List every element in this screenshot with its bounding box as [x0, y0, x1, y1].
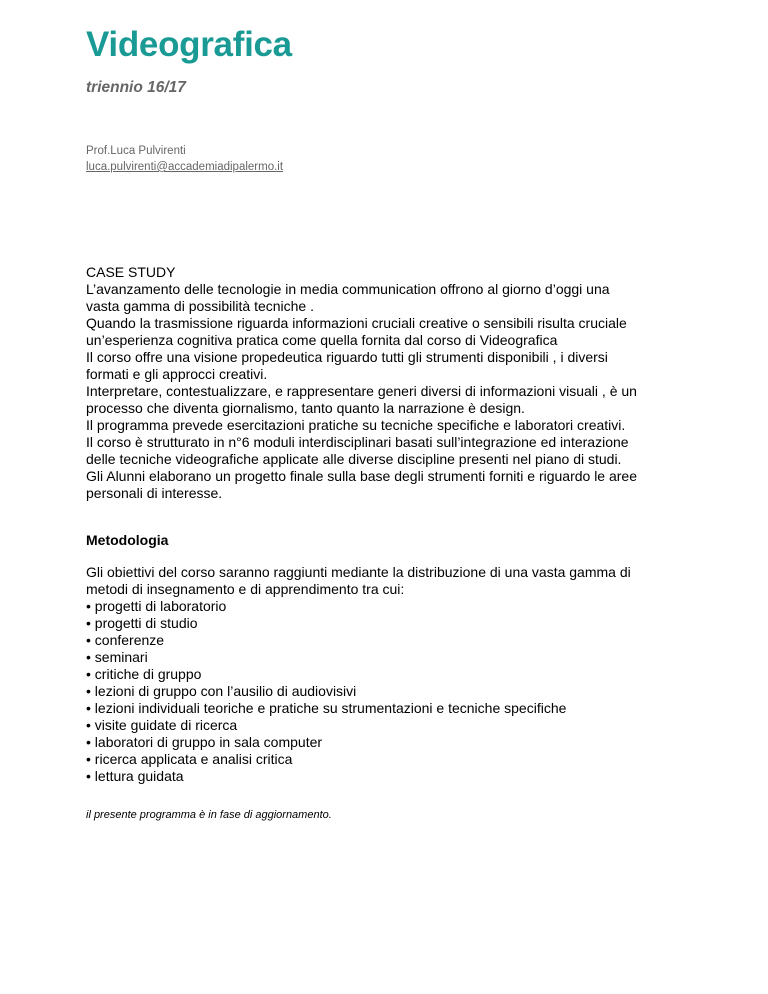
case-study-line: L’avanzamento delle tecnologie in media communication offrono al giorno d’oggi una: [86, 281, 610, 297]
case-study-section: [86, 264, 726, 502]
document-title: Videografica: [86, 25, 292, 64]
methodology-list-item: • lezioni individuali teoriche e pratiche su strumentazioni e tecniche specifiche: [86, 700, 726, 717]
update-note: il presente programma è in fase di aggiornamento.: [86, 809, 332, 821]
case-study-line: Gli Alunni elaborano un progetto finale sulla base degli strumenti forniti e riguardo le aree: [86, 468, 638, 484]
methodology-list-item: • visite guidate di ricerca: [86, 717, 726, 734]
case-study-line: Interpretare, contestualizzare, e rappresentare generi diversi di informazioni visuali , è un: [86, 383, 637, 399]
methodology-list-item: • ricerca applicata e analisi critica: [86, 751, 726, 768]
methodology-list-item: • critiche di gruppo: [86, 666, 726, 683]
case-study-line: delle tecniche videografiche applicate alle diverse discipline presenti nel piano di studi.: [86, 451, 622, 467]
author-block: [86, 143, 283, 175]
case-study-line: Il corso è strutturato in n°6 moduli interdisciplinari basati sull’integrazione ed interazione: [86, 434, 629, 450]
case-study-line: Il programma prevede esercitazioni pratiche su tecniche specifiche e laboratori creativi.: [86, 417, 626, 433]
case-study-line: Il corso offre una visione propedeutica riguardo tutti gli strumenti disponibili , i diversi: [86, 349, 608, 365]
methodology-list-item: • conferenze: [86, 632, 726, 649]
case-study-heading: CASE STUDY: [86, 264, 176, 280]
methodology-list-item: • progetti di laboratorio: [86, 598, 726, 615]
methodology-list-item: • progetti di studio: [86, 615, 726, 632]
methodology-list-item: • seminari: [86, 649, 726, 666]
methodology-intro-line: metodi di insegnamento e di apprendimento tra cui:: [86, 581, 405, 597]
case-study-line: processo che diventa giornalismo, tanto quanto la narrazione è design.: [86, 400, 525, 416]
case-study-line: un’esperienza cognitiva pratica come quella fornita dal corso di Videografica: [86, 332, 558, 348]
author-email-link[interactable]: luca.pulvirenti@accademiadipalermo.it: [86, 161, 284, 173]
methodology-list-item: • lezioni di gruppo con l’ausilio di audiovisivi: [86, 683, 726, 700]
case-study-line: vasta gamma di possibilità tecniche .: [86, 298, 314, 314]
case-study-line: personali di interesse.: [86, 485, 223, 501]
methodology-list: [86, 598, 726, 785]
methodology-list-item: • lettura guidata: [86, 768, 726, 785]
author-name: Prof.Luca Pulvirenti: [86, 145, 186, 157]
methodology-heading: Metodologia: [86, 532, 169, 548]
case-study-line: Quando la trasmissione riguarda informazioni cruciali creative o sensibili risulta cruciale: [86, 315, 627, 331]
methodology-intro-line: Gli obiettivi del corso saranno raggiunti mediante la distribuzione di una vasta gamma di: [86, 564, 631, 580]
methodology-section: [86, 564, 726, 785]
methodology-list-item: • laboratori di gruppo in sala computer: [86, 734, 726, 751]
case-study-line: formati e gli approcci creativi.: [86, 366, 268, 382]
document-subtitle: triennio 16/17: [86, 79, 186, 96]
